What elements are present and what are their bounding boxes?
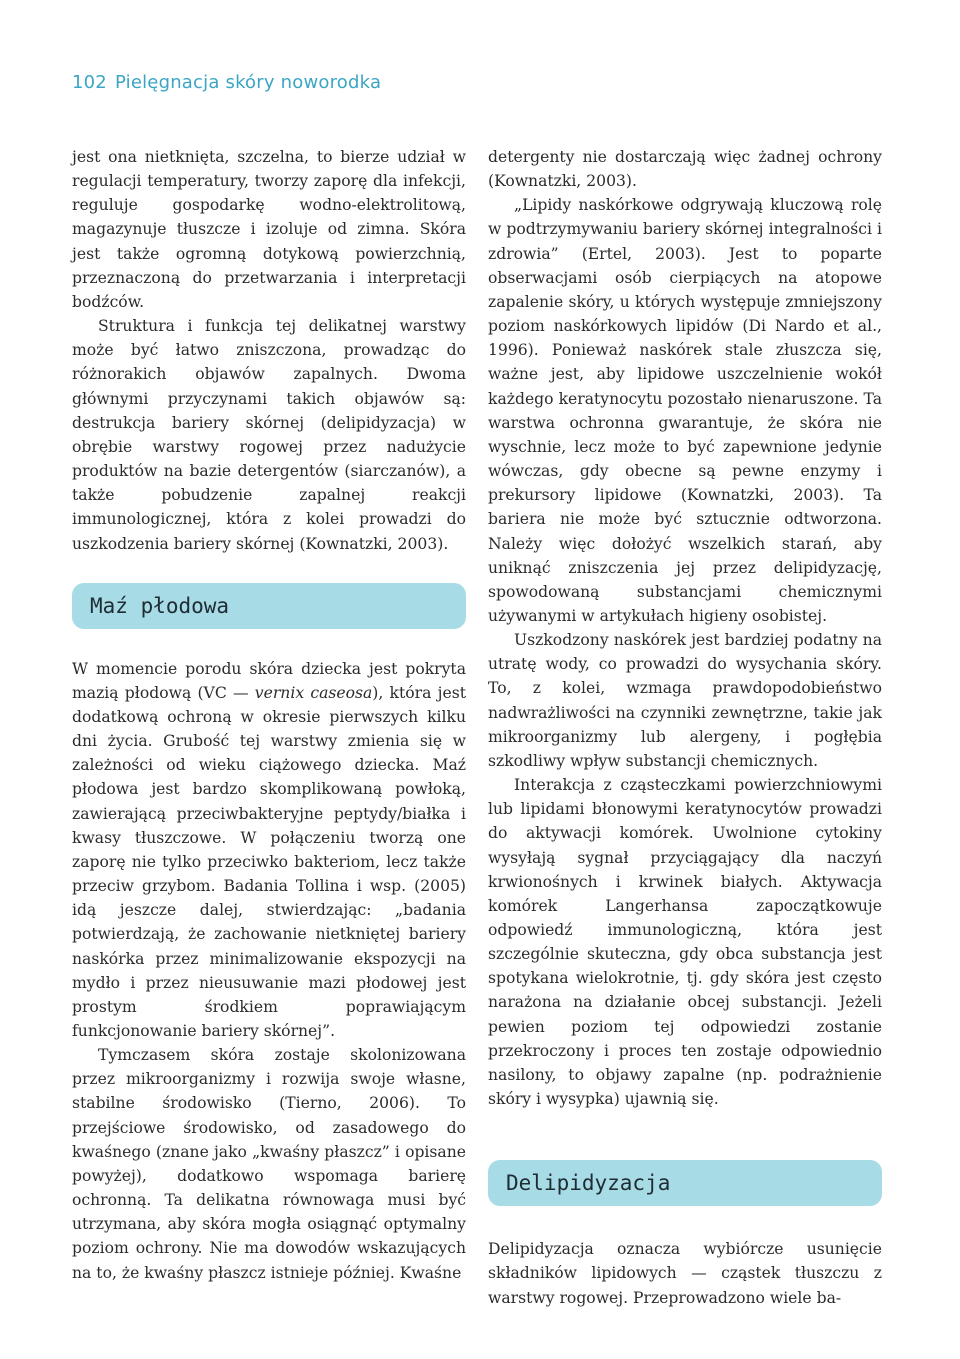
paragraph-damaged-epidermis: Uszkodzony naskórek jest bardziej podatny na utratę wody, co prowadzi do wysychania skóry. To, z kolei, wzmaga prawdopodobieństwo nadwrażliwości na czynniki zewnętrzne, takie jak mikroorganizmy lub alergeny, i pogłębia szkodliwy wpływ substancji chemicznych.	[488, 631, 882, 770]
paragraph-acid-mantle: Tymczasem skóra zostaje skolonizowana przez mikroorganizmy i rozwija swoje własne, stabilne środowisko (Tierno, 2006). To przejściowe środowisko, od zasadowego do kwaśnego (znane jako „kwaśny płaszcz” i opisane powyżej), dodatkowo wspomaga barierę ochronną. Ta delikatna równowaga musi być utrzymana, aby skóra mogła osiągnąć optymalny poziom ochrony. Nie ma dowodów wskazujących na to, że kwaśny płaszcz istnieje później. Kwaśne	[72, 1046, 466, 1282]
paragraph-skin-functions: jest ona nietknięta, szczelna, to bierze udział w regulacji temperatury, tworzy zaporę dla infekcji, reguluje gospodarkę wodno-elektrolitową, magazynuje tłuszcze i izoluje od zimna. Skóra jest także ogromną dotykową powierzchnią, przeznaczoną do przetwarzania i interpretacji bodźców.	[72, 148, 466, 311]
paragraph-vernix-text-2: ), która jest dodatkową ochroną w okresie pierwszych kilku dni życia. Grubość tej warstwy zmienia się w zależności od wieku ciążowego dziecka. Maź płodowa jest bardzo skomplikowaną powłoką, zawierającą przeciwbakteryjne peptydy/białka i kwasy tłuszczowe. W połączeniu tworzą one zaporę nie tylko przeciwko bakteriom, lecz także przeciw grzybom. Badania Tollina i wsp. (2005) idą jeszcze dalej, stwierdzając: „badania potwierdzają, że zachowanie nietkniętej bariery naskórka przez minimalizowanie ekspozycji na mydło i przez nieusuwanie mazi płodowej jest prostym środkiem poprawiającym funkcjonowanie bariery skórnej”.	[72, 683, 466, 1040]
chapter-title: Pielęgnacja skóry noworodka	[114, 72, 382, 93]
running-head	[72, 72, 381, 93]
section-heading-vernix-label: Maź płodowa	[90, 593, 230, 618]
section-heading-delipidization	[488, 1160, 882, 1206]
paragraph-vernix-text-1: W momencie porodu skóra dziecka jest pokryta mazią płodową (VC —	[72, 659, 466, 702]
paragraph-inflammation-causes: Struktura i funkcja tej delikatnej warstwy może być łatwo zniszczona, prowadząc do różnorakich objawów zapalnych. Dwoma głównymi przyczynami takich objawów są: destrukcja bariery skórnej (delipidyzacja) w obrębie warstwy rogowej przez nadużycie produktów na bazie detergentów (siarczanów), a także pobudzenie zapalnej reakcji immunologicznej, która z kolei prowadzi do uszkodzenia bariery skórnej (Kownatzki, 2003).	[72, 317, 466, 553]
right-column	[488, 145, 882, 1310]
paragraph-delipidization: Delipidyzacja oznacza wybiórcze usunięcie składników lipidowych — cząstek tłuszczu z warstwy rogowej. Przeprowadzono wiele ba-	[488, 1240, 882, 1307]
paragraph-cell-activation: Interakcja z cząsteczkami powierzchniowymi lub lipidami błonowymi keratynocytów prowadzi do aktywacji komórek. Uwolnione cytokiny wysyłają sygnał przyciągający dla naczyń krwionośnych i krwinek białych. Aktywacja komórek Langerhansa zapoczątkowuje odpowiedź immunologiczną, która jest szczególnie skuteczna, gdy obca substancja jest spotykana wielokrotnie, tj. gdy skóra jest często narażona na działanie obcej substancji. Jeżeli pewien poziom tej odpowiedzi zostanie przekroczony i proces ten zostaje odpowiednio nasilony, to objawy zapalne (np. podrażnienie skóry i wysypka) ujawnią się.	[488, 776, 882, 1109]
paragraph-vernix-latin-term: vernix caseosa	[254, 683, 373, 702]
section-heading-delipidization-label: Delipidyzacja	[506, 1171, 671, 1196]
page-number: 102	[72, 72, 107, 93]
paragraph-detergents: detergenty nie dostarczają więc żadnej ochrony (Kownatzki, 2003).	[488, 148, 882, 191]
paragraph-epidermal-lipids: „Lipidy naskórkowe odgrywają kluczową rolę w podtrzymywaniu bariery skórnej integralności i zdrowia” (Ertel, 2003). Jest to poparte obserwacjami osób cierpiących na atopowe zapalenie skóry, u których występuje zmniejszony poziom naskórkowych lipidów (Di Nardo et al., 1996). Ponieważ naskórek stale złuszcza się, ważne jest, aby lipidowe uszczelnienie wokół każdego keratynocytu pozostało nienaruszone. Ta warstwa ochronna gwarantuje, że skóra nie wyschnie, lecz może to być zapewnione jedynie wówczas, gdy obecne są pewne enzymy i prekursory lipidowe (Kownatzki, 2003). Ta bariera nie może być sztucznie odtworzona. Należy więc dołożyć wszelkich starań, aby uniknąć zniszczenia jej przez delipidyzację, spowodowaną substancjami chemicznymi używanymi w artykułach higieny osobistej.	[488, 196, 882, 625]
section-heading-vernix	[72, 583, 466, 629]
paragraph-vernix	[72, 657, 466, 1044]
left-column	[72, 145, 466, 1285]
